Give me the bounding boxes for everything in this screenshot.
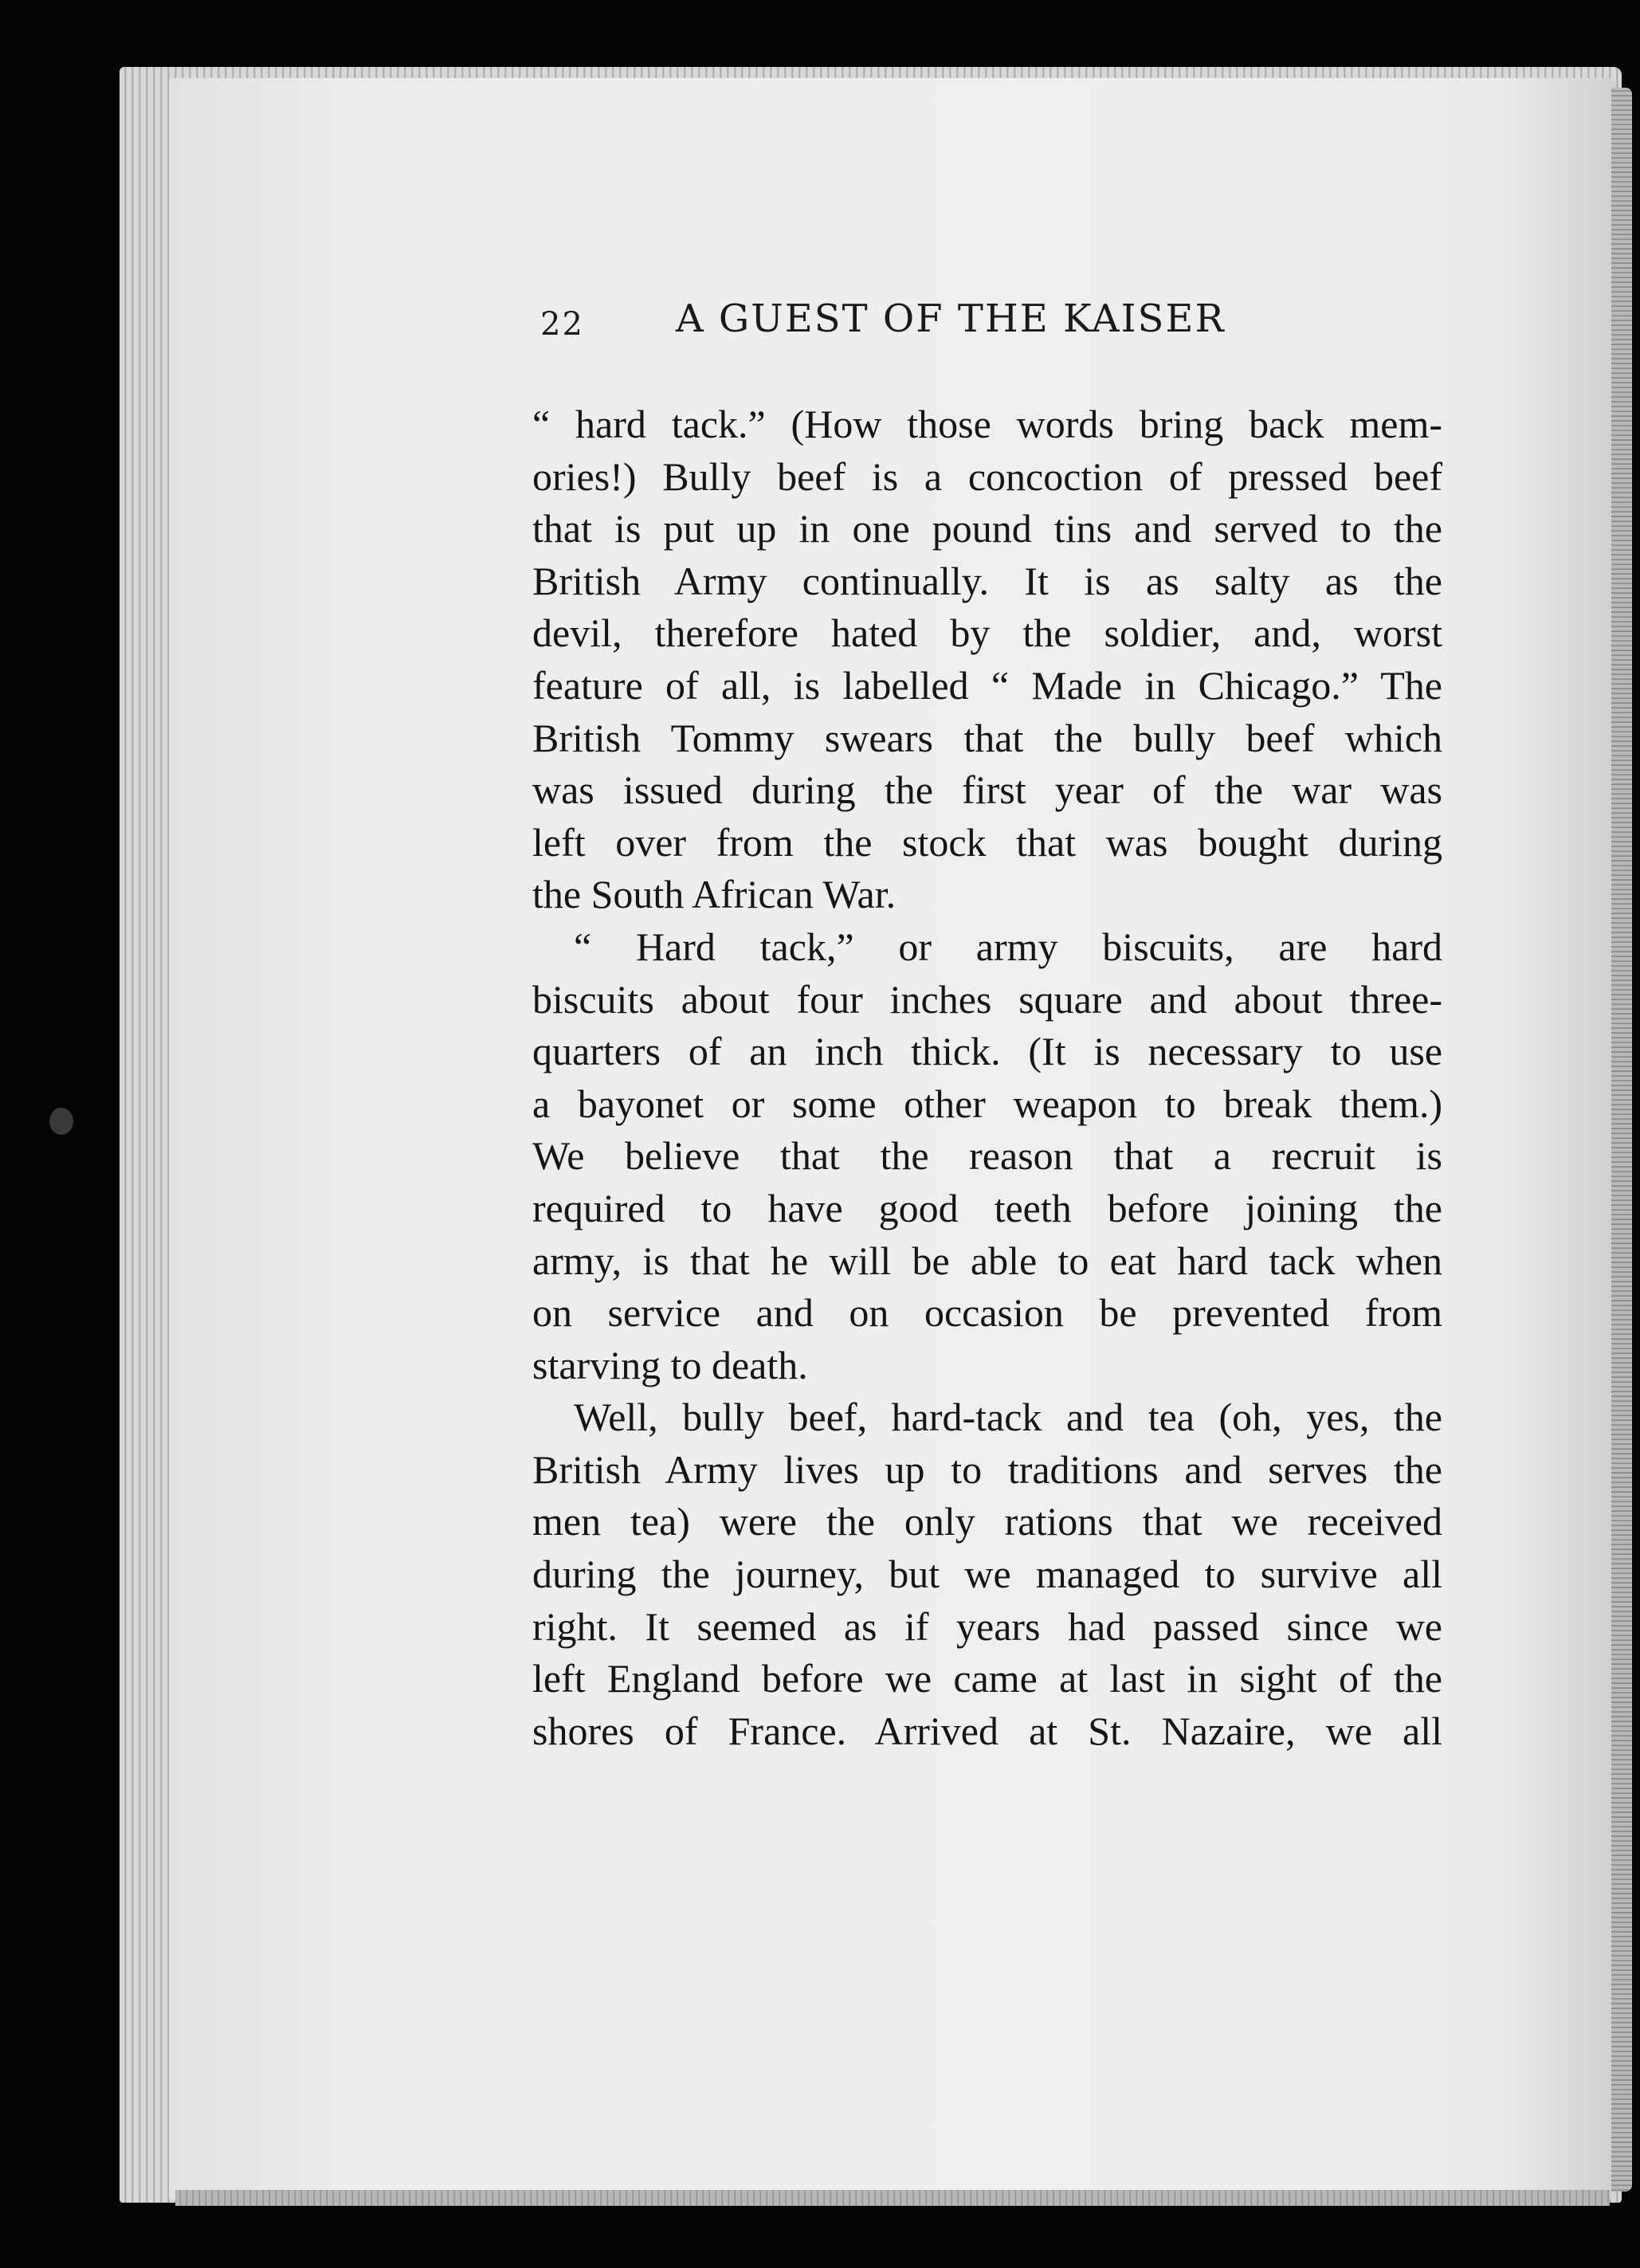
text-line: left England before we came at last in sight of the [532,1656,1442,1701]
text-line: devil, therefore hated by the soldier, and, worst [532,610,1442,656]
text-line: during the journey, but we managed to survive all [532,1552,1442,1597]
text-line: army, is that he will be able to eat hard tack when [532,1238,1442,1283]
text-line: British Army continually. It is as salty as the [532,558,1442,603]
text-line: that is put up in one pound tins and served to the [532,506,1442,551]
text-line: left over from the stock that was bought during [532,819,1442,865]
text-line: Well, bully beef, hard-tack and tea (oh, yes, the [574,1395,1442,1440]
page-number: 22 [540,306,584,343]
text-line: the South African War. [532,872,897,917]
text-line: a bayonet or some other weapon to break them.) [532,1081,1442,1126]
running-title: A GUEST OF THE KAISER [676,296,1226,341]
text-line: We believe that the reason that a recruit is [532,1133,1442,1179]
text-line: shores of France. Arrived at St. Nazaire, we all [532,1708,1442,1753]
text-line: feature of all, is labelled “ Made in Chicago.” The [532,662,1442,708]
text-line: biscuits about four inches square and about three- [532,976,1442,1022]
text-line: ories!) Bully beef is a concoction of pressed beef [532,453,1442,499]
text-line: British Tommy swears that the bully beef which [532,715,1442,760]
running-head [540,296,1449,352]
bottom-page-edge [175,2190,1610,2206]
text-line: men tea) were the only rations that we received [532,1499,1442,1544]
text-line: British Army lives up to traditions and serves the [532,1446,1442,1492]
text-line: on service and on occasion be prevented from [532,1290,1442,1336]
text-line: starving to death. [532,1342,808,1387]
text-line: “ Hard tack,” or army biscuits, are hard [574,924,1442,969]
right-page-edge [1611,88,1632,2191]
body-text [532,398,1442,1757]
text-line: required to have good teeth before joining the [532,1185,1442,1230]
text-line: quarters of an inch thick. (It is necessary to use [532,1029,1442,1074]
text-line: right. It seemed as if years had passed since we [532,1603,1442,1649]
text-line: was issued during the first year of the war was [532,767,1442,813]
text-line: “ hard tack.” (How those words bring back mem- [532,402,1442,446]
scan-speck [49,1108,73,1135]
